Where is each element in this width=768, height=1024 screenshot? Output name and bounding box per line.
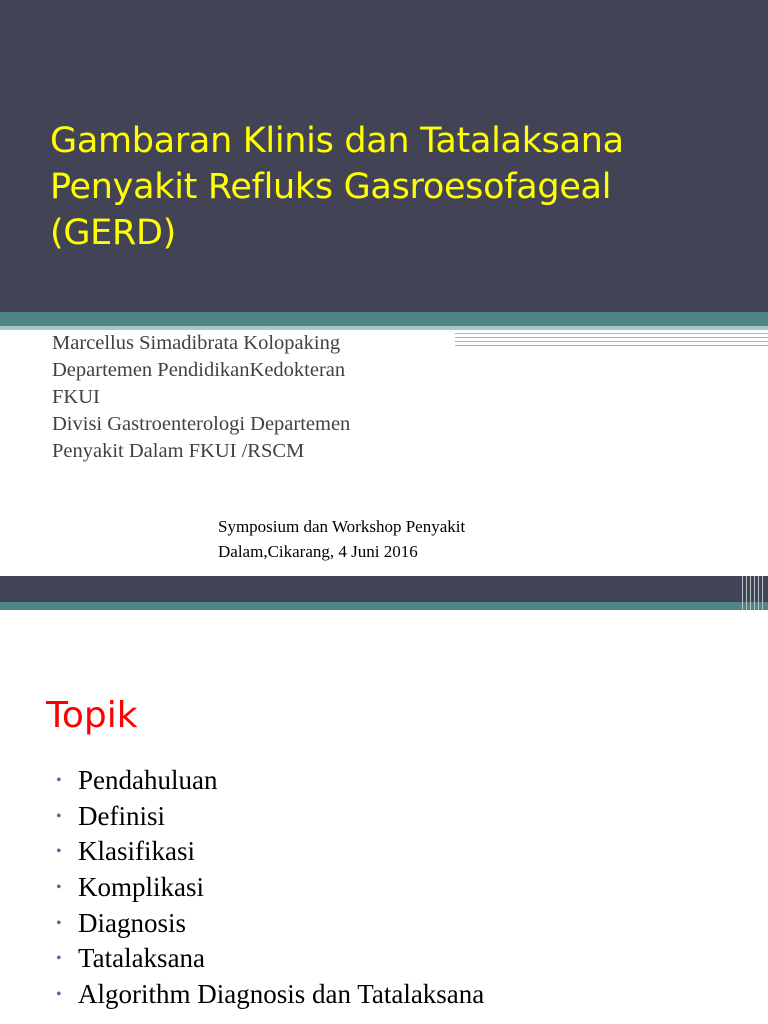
- list-item: [52, 906, 484, 942]
- title-line: Gambaran Klinis dan Tatalaksana: [50, 121, 624, 161]
- topics-slide: [0, 612, 768, 1024]
- title-line: Penyakit Refluks Gasroesofageal: [50, 167, 612, 207]
- topic-label: Diagnosis: [78, 907, 186, 938]
- decorative-stripes: [740, 576, 768, 610]
- topic-label: Klasifikasi: [78, 836, 195, 867]
- teal-divider-band: [0, 312, 768, 326]
- bullet-icon: •: [56, 807, 62, 825]
- author-affiliation: [52, 330, 452, 465]
- slide-title: [50, 118, 750, 256]
- bullet-icon: •: [56, 986, 62, 1004]
- topic-label: Tatalaksana: [78, 943, 206, 974]
- slide-heading: Topik: [46, 695, 138, 736]
- event-line: Symposium dan Workshop Penyakit: [218, 517, 466, 536]
- topic-label: Definisi: [78, 800, 165, 831]
- bullet-icon: •: [56, 772, 62, 789]
- event-info: [218, 514, 618, 564]
- event-line: Dalam,Cikarang, 4 Juni 2016: [218, 542, 418, 561]
- list-item: [52, 834, 484, 870]
- list-item: [52, 870, 484, 906]
- author-line: Divisi Gastroenterologi Departemen: [52, 413, 351, 435]
- decorative-lines: [455, 330, 768, 350]
- list-item: [52, 799, 484, 835]
- bullet-icon: •: [56, 879, 62, 897]
- list-item: [52, 977, 484, 1013]
- list-item: [52, 763, 484, 799]
- bullet-icon: •: [56, 950, 62, 968]
- topic-label: Komplikasi: [78, 872, 204, 903]
- author-line: Departemen PendidikanKedokteran: [52, 359, 346, 381]
- bullet-icon: •: [56, 843, 62, 861]
- bullet-icon: •: [56, 914, 62, 932]
- topic-label: Pendahuluan: [78, 765, 218, 795]
- author-line: FKUI: [52, 386, 100, 408]
- bottom-dark-band: [0, 576, 768, 602]
- topic-list: [52, 763, 484, 1013]
- author-line: Marcellus Simadibrata Kolopaking: [52, 332, 341, 354]
- bottom-teal-band: [0, 602, 768, 610]
- topic-label: Algorithm Diagnosis dan Tatalaksana: [78, 979, 485, 1010]
- author-line: Penyakit Dalam FKUI /RSCM: [52, 440, 305, 462]
- list-item: [52, 941, 484, 977]
- title-line: (GERD): [50, 213, 177, 253]
